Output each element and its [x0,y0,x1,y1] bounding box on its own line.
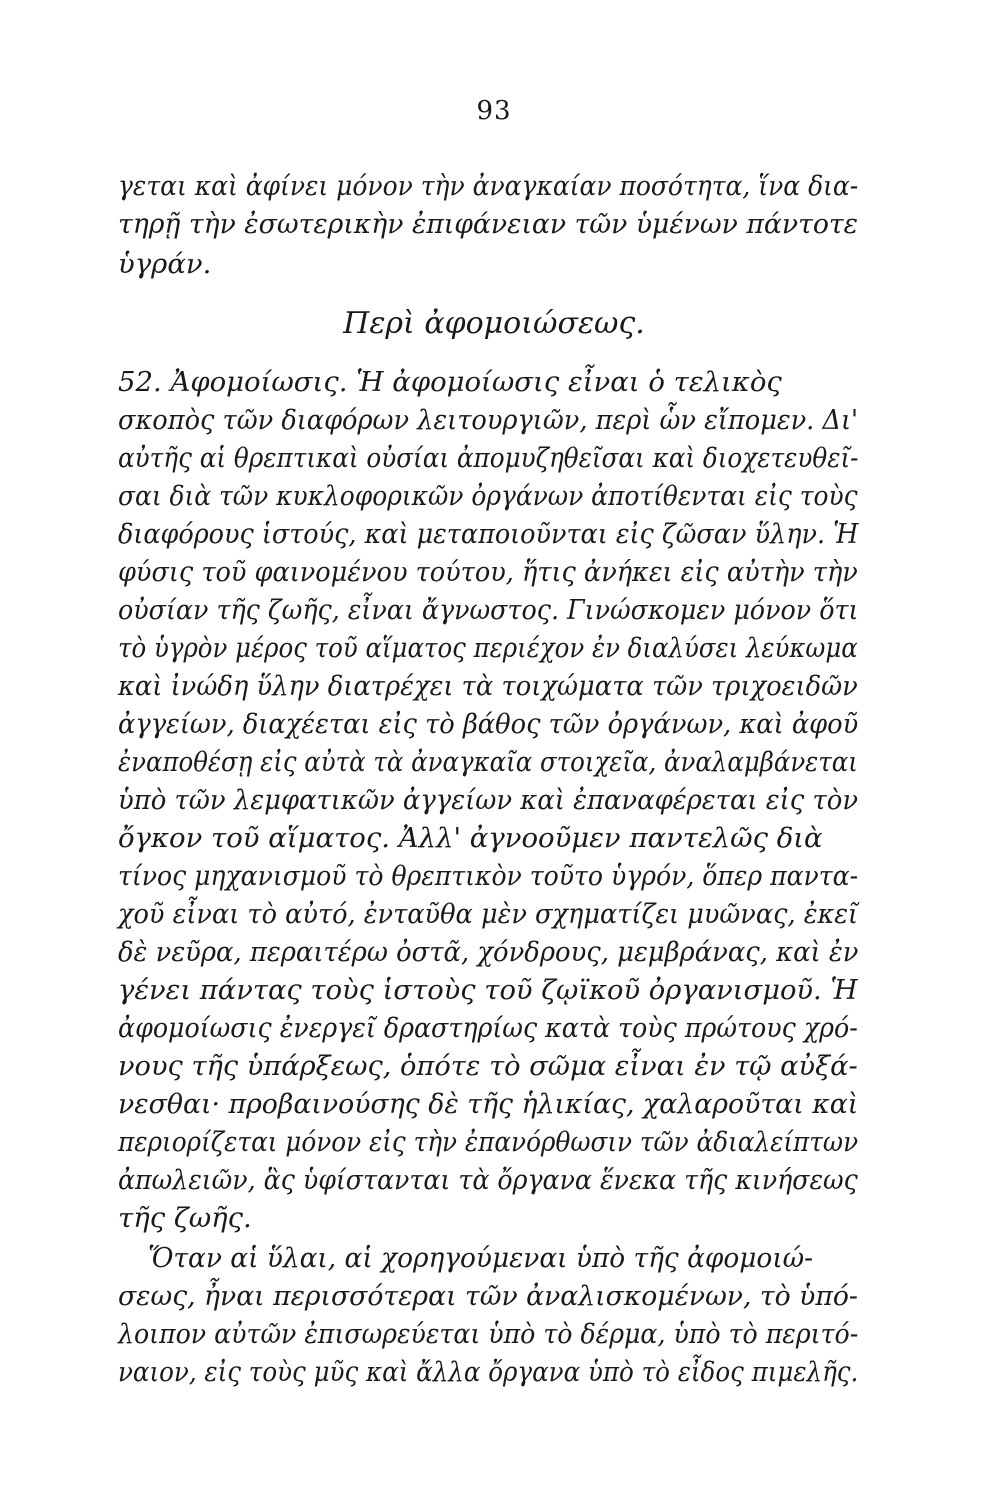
text-line: σκοπὸς τῶν διαφόρων λειτουργιῶν, περὶ ὧν εἴπομεν. Δι' [118,404,859,436]
page-number: 93 [476,96,512,126]
text-line: τὸ ὑγρὸν μέρος τοῦ αἵματος περιέχον ἐν διαλύσει λεύκωμα [118,632,858,664]
text-line: Ὅταν αἱ ὕλαι, αἱ χορηγούμεναι ὑπὸ τῆς ἀφομοιώ- [148,1242,814,1274]
text-line: ἐναποθέσῃ εἰς αὐτὰ τὰ ἀναγκαῖα στοιχεῖα, ἀναλαμβάνεται [118,746,858,778]
text-line: σαι διὰ τῶν κυκλοφορικῶν ὀργάνων ἀποτίθενται εἰς τοὺς [118,480,858,512]
text-line: ὑπὸ τῶν λεμφατικῶν ἀγγείων καὶ ἐπαναφέρεται εἰς τὸν [118,784,859,816]
text-line: φύσις τοῦ φαινομένου τούτου, ἥτις ἀνήκει εἰς αὐτὴν τὴν [118,556,858,588]
text-line: ἀγγείων, διαχέεται εἰς τὸ βάθος τῶν ὀργάνων, καὶ ἀφοῦ [118,708,859,740]
text-line: νεσθαι· προβαινούσης δὲ τῆς ἡλικίας, χαλαροῦται καὶ [118,1088,859,1120]
text-line: λοιπον αὐτῶν ἐπισωρεύεται ὑπὸ τὸ δέρμα, ὑπὸ τὸ περιτό- [118,1318,859,1350]
text-line: ἀφομοίωσις ἐνεργεῖ δραστηρίως κατὰ τοὺς πρώτους χρό- [118,1012,858,1044]
text-line: γένει πάντας τοὺς ἱστοὺς τοῦ ζῳϊκοῦ ὀργανισμοῦ. Ἡ [118,974,858,1006]
text-line: τίνος μηχανισμοῦ τὸ θρεπτικὸν τοῦτο ὑγρόν, ὅπερ παντα- [118,860,859,892]
text-line: τῆς ζωῆς. [118,1202,252,1234]
text-line: γεται καὶ ἀφίνει μόνον τὴν ἀναγκαίαν ποσότητα, ἵνα δια- [118,170,859,202]
text-line: διαφόρους ἱστούς, καὶ μεταποιοῦνται εἰς ζῶσαν ὕλην. Ἡ [118,518,859,550]
text-line: νους τῆς ὑπάρξεως, ὁπότε τὸ σῶμα εἶναι ἐν τῷ αὐξά- [118,1050,858,1082]
text-line: ναιον, εἰς τοὺς μῦς καὶ ἄλλα ὄργανα ὑπὸ τὸ εἶδος πιμελῆς. [118,1356,859,1388]
section-heading: Περὶ ἀφομοιώσεως. [343,306,645,341]
text-line: δὲ νεῦρα, περαιτέρω ὀστᾶ, χόνδρους, μεμβράνας, καὶ ἐν [118,936,859,968]
text-line: οὐσίαν τῆς ζωῆς, εἶναι ἄγνωστος. Γινώσκομεν μόνον ὅτι [118,594,859,626]
text-line: περιορίζεται μόνον εἰς τὴν ἐπανόρθωσιν τῶν ἀδιαλείπτων [118,1126,859,1158]
text-line: 52. Ἀφομοίωσις. Ἡ ἀφομοίωσις εἶναι ὁ τελικὸς [118,366,782,398]
text-line: τηρῇ τὴν ἐσωτερικὴν ἐπιφάνειαν τῶν ὑμένων πάντοτε [118,208,858,240]
text-line: ἀπωλειῶν, ἃς ὑφίστανται τὰ ὄργανα ἕνεκα τῆς κινήσεως [118,1164,858,1196]
text-line: καὶ ἰνώδη ὕλην διατρέχει τὰ τοιχώματα τῶν τριχοειδῶν [118,670,858,702]
text-line: χοῦ εἶναι τὸ αὐτό, ἐνταῦθα μὲν σχηματίζει μυῶνας, ἐκεῖ [118,898,859,930]
text-line: ὑγράν. [118,248,212,280]
text-line: σεως, ἦναι περισσότεραι τῶν ἀναλισκομένων, τὸ ὑπό- [118,1280,858,1312]
text-line: αὐτῆς αἱ θρεπτικαὶ οὐσίαι ἀπομυζηθεῖσαι καὶ διοχετευθεῖ- [118,442,859,474]
text-line: ὄγκον τοῦ αἵματος. Ἀλλ' ἀγνοοῦμεν παντελῶς διὰ [118,822,823,854]
